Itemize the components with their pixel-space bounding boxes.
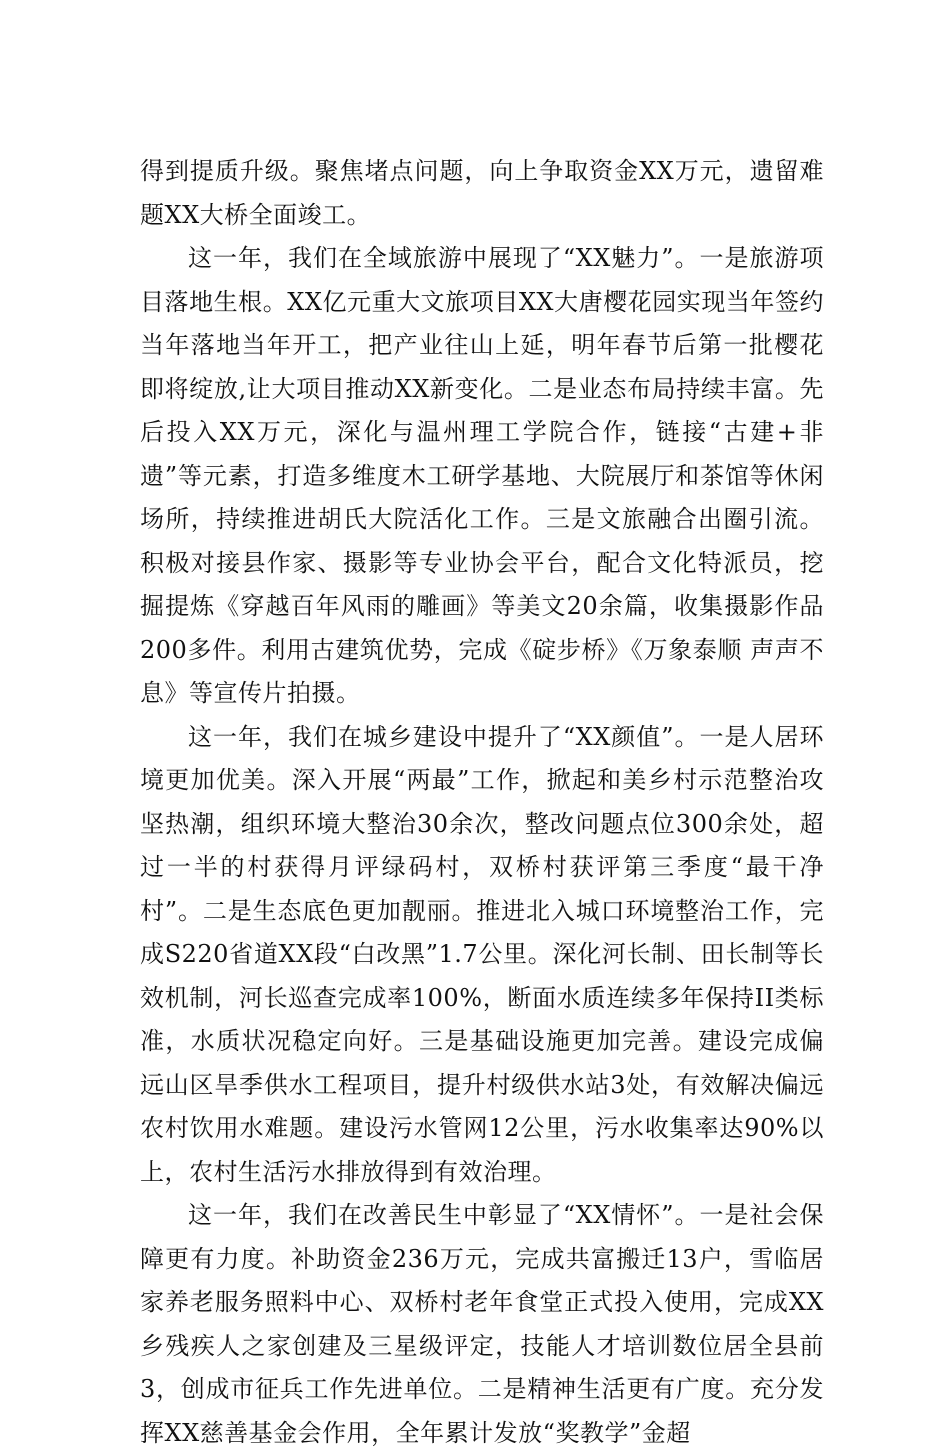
body-text bbox=[140, 150, 824, 1455]
paragraph-livelihood: 这一年，我们在改善民生中彰显了“XX情怀”。一是社会保障更有力度。补助资金236万元，完成共富搬迁13户，雪临居家养老服务照料中心、双桥村老年食堂正式投入使用，完成XX乡残疾人之家创建及三星级评定，技能人才培训数位居全县前3，创成市征兵工作先进单位。二是精神生活更有广度。充分发挥XX慈善基金会作用，全年累计发放“奖教学”金超 bbox=[140, 1201, 824, 1447]
paragraph-tourism: 这一年，我们在全域旅游中展现了“XX魅力”。一是旅游项目落地生根。XX亿元重大文旅项目XX大唐樱花园实现当年签约当年落地当年开工，把产业往山上延，明年春节后第一批樱花即将绽放,让大项目推动XX新变化。二是业态布局持续丰富。先后投入XX万元，深化与温州理工学院合作，链接“古建+非遗”等元素，打造多维度木工研学基地、大院展厅和茶馆等休闲场所，持续推进胡氏大院活化工作。三是文旅融合出圈引流。积极对接县作家、摄影等专业协会平台，配合文化特派员，挖掘提炼《穿越百年风雨的雕画》等美文20余篇，收集摄影作品200多件。利用古建筑优势，完成《碇步桥》《万象泰顺 声声不息》等宣传片拍摄。 bbox=[140, 244, 824, 707]
paragraph-continuation: 得到提质升级。聚焦堵点问题，向上争取资金XX万元，遗留难题XX大桥全面竣工。 bbox=[140, 157, 824, 229]
paragraph-urban-rural: 这一年，我们在城乡建设中提升了“XX颜值”。一是人居环境更加优美。深入开展“两最”工作，掀起和美乡村示范整治攻坚热潮，组织环境大整治30余次，整改问题点位300余处，超过一半的村获得月评绿码村，双桥村获评第三季度“最干净村”。二是生态底色更加靓丽。推进北入城口环境整治工作，完成S220省道XX段“白改黑”1.7公里。深化河长制、田长制等长效机制，河长巡查完成率100%，断面水质连续多年保持II类标准，水质状况稳定向好。三是基础设施更加完善。建设完成偏远山区旱季供水工程项目，提升村级供水站3处，有效解决偏远农村饮用水难题。建设污水管网12公里，污水收集率达90%以上，农村生活污水排放得到有效治理。 bbox=[140, 722, 824, 1186]
